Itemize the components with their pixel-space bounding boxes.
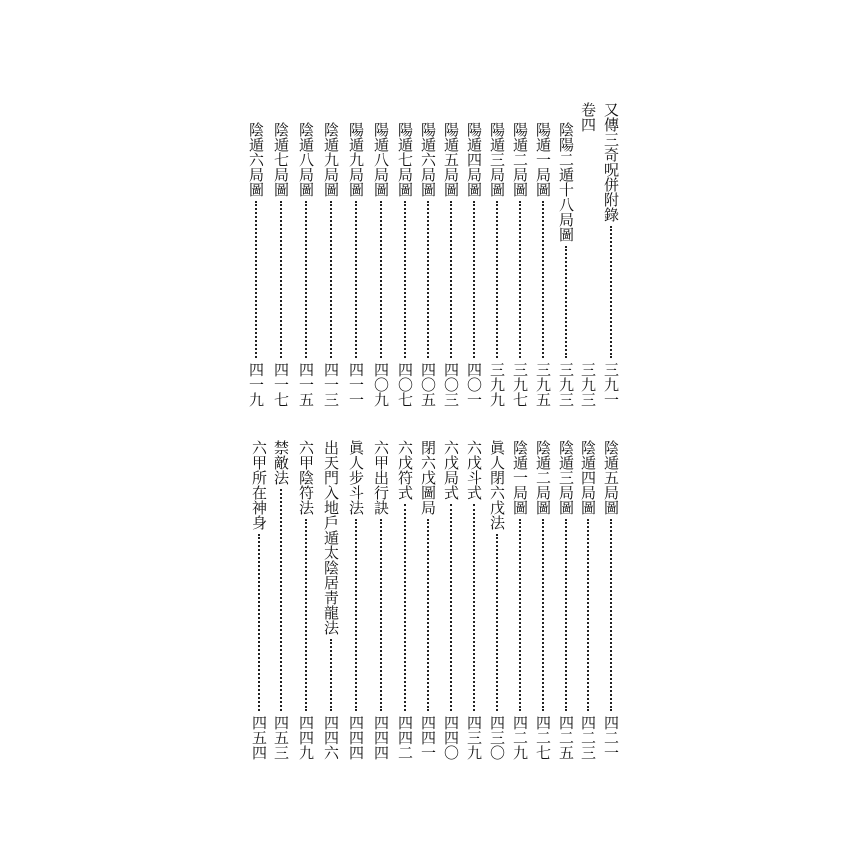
toc-entry-page: 四一九 bbox=[247, 362, 265, 407]
toc-entry-page: 四〇一 bbox=[465, 362, 483, 407]
dot-leader bbox=[587, 136, 589, 358]
toc-entry-page: 四四一 bbox=[419, 715, 437, 760]
toc-entry-title: 陰遁六局圖 bbox=[247, 122, 265, 197]
toc-entry bbox=[417, 122, 439, 407]
toc-entry-title: 陰遁二局圖 bbox=[534, 440, 552, 515]
toc-entry-title: 陰遁七局圖 bbox=[272, 122, 290, 197]
toc-entry bbox=[440, 122, 462, 407]
toc-entry-title: 六甲陰符法 bbox=[297, 440, 315, 515]
toc-entry-title: 陽遁五局圖 bbox=[442, 122, 460, 197]
dot-leader bbox=[427, 201, 429, 358]
toc-entry-page: 四三〇 bbox=[488, 715, 506, 760]
toc-entry bbox=[417, 440, 439, 760]
toc-entry bbox=[577, 440, 599, 760]
toc-entry bbox=[394, 122, 416, 407]
toc-entry-title: 六甲所在神身 bbox=[250, 440, 268, 530]
dot-leader bbox=[450, 504, 452, 711]
toc-entry-title: 六戊局式 bbox=[442, 440, 460, 500]
toc-entry-title: 六甲出行訣 bbox=[372, 440, 390, 515]
toc-entry-title: 陰遁三局圖 bbox=[557, 440, 575, 515]
toc-entry-page: 四〇五 bbox=[419, 362, 437, 407]
toc-entry bbox=[577, 102, 599, 407]
dot-leader bbox=[542, 201, 544, 358]
dot-leader bbox=[305, 519, 307, 711]
dot-leader bbox=[473, 504, 475, 711]
toc-entry-title: 陽遁七局圖 bbox=[396, 122, 414, 197]
toc-entry-title: 陰遁一局圖 bbox=[511, 440, 529, 515]
dot-leader bbox=[610, 519, 612, 711]
dot-leader bbox=[427, 519, 429, 711]
dot-leader bbox=[355, 201, 357, 358]
toc-entry bbox=[345, 440, 367, 760]
toc-entry-title: 又傳三奇呪併附錄 bbox=[602, 102, 620, 222]
toc-entry bbox=[555, 440, 577, 760]
toc-entry bbox=[532, 122, 554, 407]
toc-entry bbox=[532, 440, 554, 760]
toc-entry bbox=[463, 440, 485, 760]
toc-entry-title: 卷四 bbox=[579, 102, 597, 132]
dot-leader bbox=[330, 639, 332, 711]
toc-entry bbox=[463, 122, 485, 407]
toc-entry-title: 閉六戊圖局 bbox=[419, 440, 437, 515]
toc-entry-page: 四二三 bbox=[579, 715, 597, 760]
toc-entry-title: 禁敵法 bbox=[272, 440, 290, 485]
toc-entry bbox=[295, 440, 317, 760]
toc-entry bbox=[600, 102, 622, 407]
dot-leader bbox=[565, 246, 567, 358]
toc-entry-title: 陰陽二遁十八局圖 bbox=[557, 122, 575, 242]
toc-entry-page: 三九一 bbox=[602, 362, 620, 407]
toc-entry-page: 四四六 bbox=[322, 715, 340, 760]
toc-entry-page: 四一五 bbox=[297, 362, 315, 407]
toc-entry bbox=[295, 122, 317, 407]
toc-entry-page: 四四〇 bbox=[442, 715, 460, 760]
toc-entry bbox=[370, 440, 392, 760]
dot-leader bbox=[519, 201, 521, 358]
toc-entry bbox=[245, 122, 267, 407]
dot-leader bbox=[280, 201, 282, 358]
toc-entry bbox=[248, 440, 270, 760]
toc-entry-title: 陽遁一局圖 bbox=[534, 122, 552, 197]
toc-entry-page: 三九三 bbox=[579, 362, 597, 407]
toc-entry-page: 四四四 bbox=[372, 715, 390, 760]
toc-entry bbox=[394, 440, 416, 760]
toc-entry-page: 四二五 bbox=[557, 715, 575, 760]
dot-leader bbox=[380, 201, 382, 358]
toc-entry-page: 四五三 bbox=[272, 715, 290, 760]
toc-entry-title: 六戊符式 bbox=[396, 440, 414, 500]
dot-leader bbox=[496, 534, 498, 711]
toc-entry bbox=[509, 440, 531, 760]
toc-entry-title: 陽遁二局圖 bbox=[511, 122, 529, 197]
toc-entry bbox=[320, 122, 342, 407]
toc-entry-page: 四一一 bbox=[347, 362, 365, 407]
dot-leader bbox=[258, 534, 260, 711]
toc-entry-page: 三九五 bbox=[534, 362, 552, 407]
toc-entry-page: 四二九 bbox=[511, 715, 529, 760]
toc-entry-page: 四三九 bbox=[465, 715, 483, 760]
dot-leader bbox=[496, 201, 498, 358]
toc-entry bbox=[600, 440, 622, 760]
toc-entry bbox=[486, 440, 508, 760]
toc-entry-page: 四〇三 bbox=[442, 362, 460, 407]
toc-entry-page: 四四四 bbox=[347, 715, 365, 760]
dot-leader bbox=[255, 201, 257, 358]
toc-entry-page: 四四九 bbox=[297, 715, 315, 760]
toc-entry-page: 四〇九 bbox=[372, 362, 390, 407]
toc-entry-page: 四二七 bbox=[534, 715, 552, 760]
toc-entry-page: 四五四 bbox=[250, 715, 268, 760]
toc-entry-title: 陰遁五局圖 bbox=[602, 440, 620, 515]
toc-entry-title: 陽遁八局圖 bbox=[372, 122, 390, 197]
dot-leader bbox=[305, 201, 307, 358]
dot-leader bbox=[542, 519, 544, 711]
toc-entry-page: 四一七 bbox=[272, 362, 290, 407]
dot-leader bbox=[380, 519, 382, 711]
toc-entry-title: 六戊斗式 bbox=[465, 440, 483, 500]
toc-entry bbox=[440, 440, 462, 760]
dot-leader bbox=[280, 489, 282, 711]
toc-entry bbox=[320, 440, 342, 760]
toc-entry-title: 陽遁九局圖 bbox=[347, 122, 365, 197]
dot-leader bbox=[473, 201, 475, 358]
dot-leader bbox=[450, 201, 452, 358]
toc-entry-title: 出天門入地戶遁太陰居靑龍法 bbox=[322, 440, 340, 635]
dot-leader bbox=[587, 519, 589, 711]
toc-entry bbox=[370, 122, 392, 407]
toc-entry-page: 四四二 bbox=[396, 715, 414, 760]
dot-leader bbox=[404, 504, 406, 711]
dot-leader bbox=[610, 226, 612, 358]
toc-entry-page: 四一三 bbox=[322, 362, 340, 407]
dot-leader bbox=[355, 519, 357, 711]
dot-leader bbox=[404, 201, 406, 358]
toc-entry bbox=[345, 122, 367, 407]
toc-entry-title: 眞人閉六戊法 bbox=[488, 440, 506, 530]
toc-entry bbox=[270, 122, 292, 407]
toc-entry-title: 陽遁四局圖 bbox=[465, 122, 483, 197]
dot-leader bbox=[565, 519, 567, 711]
toc-entry-page: 三九九 bbox=[488, 362, 506, 407]
toc-entry-title: 陽遁三局圖 bbox=[488, 122, 506, 197]
toc-entry bbox=[555, 122, 577, 407]
toc-entry-title: 陰遁九局圖 bbox=[322, 122, 340, 197]
dot-leader bbox=[519, 519, 521, 711]
toc-entry bbox=[486, 122, 508, 407]
toc-entry-title: 陽遁六局圖 bbox=[419, 122, 437, 197]
toc-entry-page: 三九七 bbox=[511, 362, 529, 407]
toc-entry-page: 四二一 bbox=[602, 715, 620, 760]
toc-entry-title: 陰遁八局圖 bbox=[297, 122, 315, 197]
dot-leader bbox=[330, 201, 332, 358]
toc-entry bbox=[509, 122, 531, 407]
toc-entry-title: 陰遁四局圖 bbox=[579, 440, 597, 515]
toc-entry-title: 眞人步斗法 bbox=[347, 440, 365, 515]
toc-entry-page: 四〇七 bbox=[396, 362, 414, 407]
toc-entry-page: 三九三 bbox=[557, 362, 575, 407]
toc-entry bbox=[270, 440, 292, 760]
